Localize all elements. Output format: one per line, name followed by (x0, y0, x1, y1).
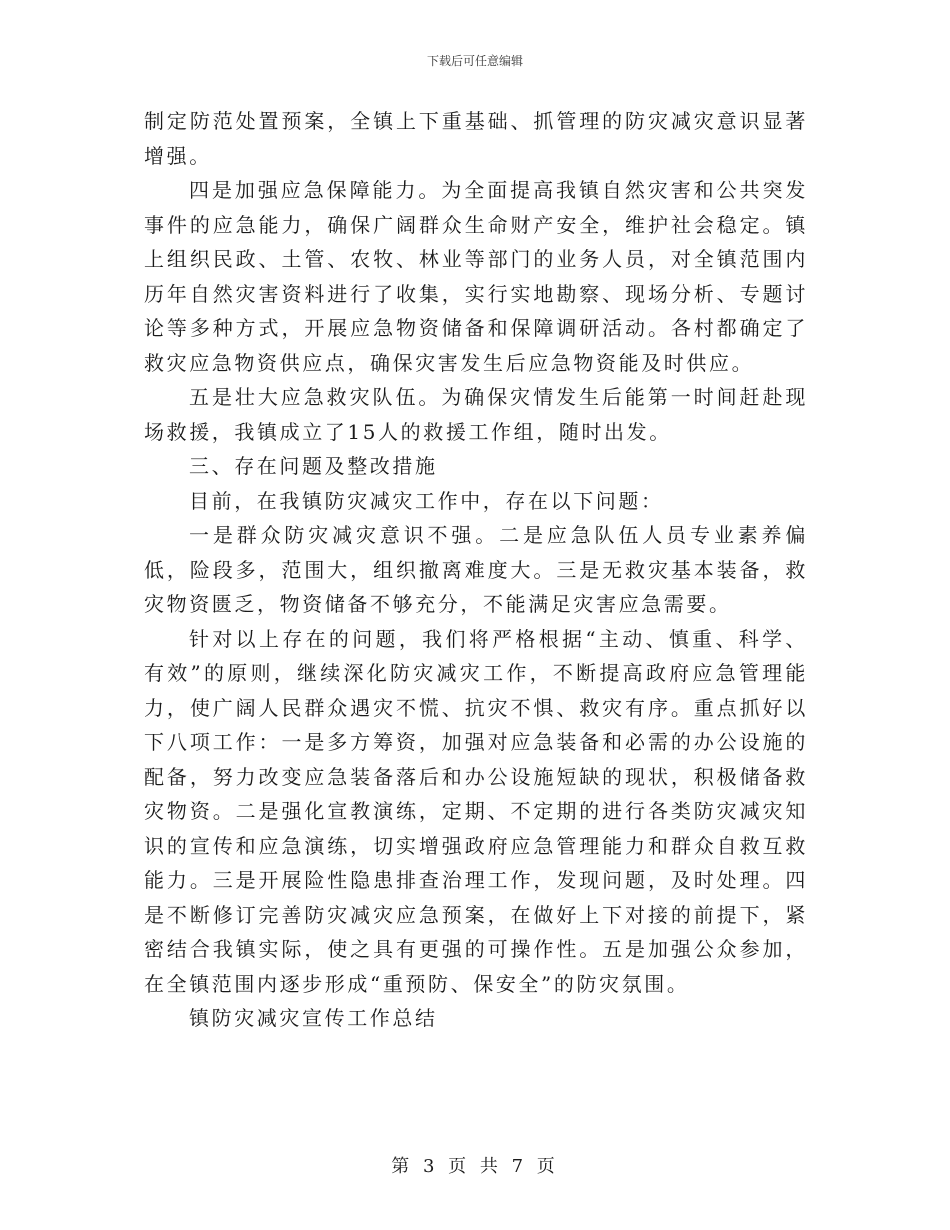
paragraph-3: 五是壮大应急救灾队伍。为确保灾情发生后能第一时间赶赴现场救援，我镇成立了15人的救援工作组，随时出发。 (144, 385, 808, 444)
paragraph-5: 一是群众防灾减灾意识不强。二是应急队伍人员专业素养偏低，险段多，范围大，组织撤离难度大。三是无救灾基本装备，救灾物资匮乏，物资储备不够充分，不能满足灾害应急需要。 (144, 523, 808, 616)
next-section-title: 镇防灾减灾宣传工作总结 (189, 1006, 438, 1030)
page-number: 第 3 页 共 7 页 (391, 1156, 559, 1177)
paragraph-2: 四是加强应急保障能力。为全面提高我镇自然灾害和公共突发事件的应急能力，确保广阔群众生命财产安全，维护社会稳定。镇上组织民政、土管、农牧、林业等部门的业务人员，对全镇范围内历年自然灾害资料进行了收集，实行实地勘察、现场分析、专题讨论等多种方式，开展应急物资储备和保障调研活动。各村都确定了救灾应急物资供应点，确保灾害发生后应急物资能及时供应。 (144, 178, 808, 375)
document-body (144, 104, 808, 1036)
paragraph-1: 制定防范处置预案，全镇上下重基础、抓管理的防灾减灾意识显著增强。 (144, 109, 808, 168)
page-header: 下载后可任意编辑 (426, 54, 523, 68)
paragraph-4: 目前，在我镇防灾减灾工作中，存在以下问题： (189, 488, 664, 513)
section-heading: 三、存在问题及整改措施 (189, 454, 438, 478)
paragraph-6: 针对以上存在的问题，我们将严格根据“主动、慎重、科学、有效”的原则，继续深化防灾减灾工作，不断提高政府应急管理能力，使广阔人民群众遇灾不慌、抗灾不惧、救灾有序。重点抓好以下八项工作：一是多方筹资，加强对应急装备和必需的办公设施的配备，努力改变应急装备落后和办公设施短缺的现状，积极储备救灾物资。二是强化宣教演练，定期、不定期的进行各类防灾减灾知识的宣传和应急演练，切实增强政府应急管理能力和群众自救互救能力。三是开展险性隐患排查治理工作，发现问题，及时处理。四是不断修订完善防灾减灾应急预案，在做好上下对接的前提下，紧密结合我镇实际，使之具有更强的可操作性。五是加强公众参加，在全镇范围内逐步形成“重预防、保安全”的防灾氛围。 (144, 626, 808, 996)
